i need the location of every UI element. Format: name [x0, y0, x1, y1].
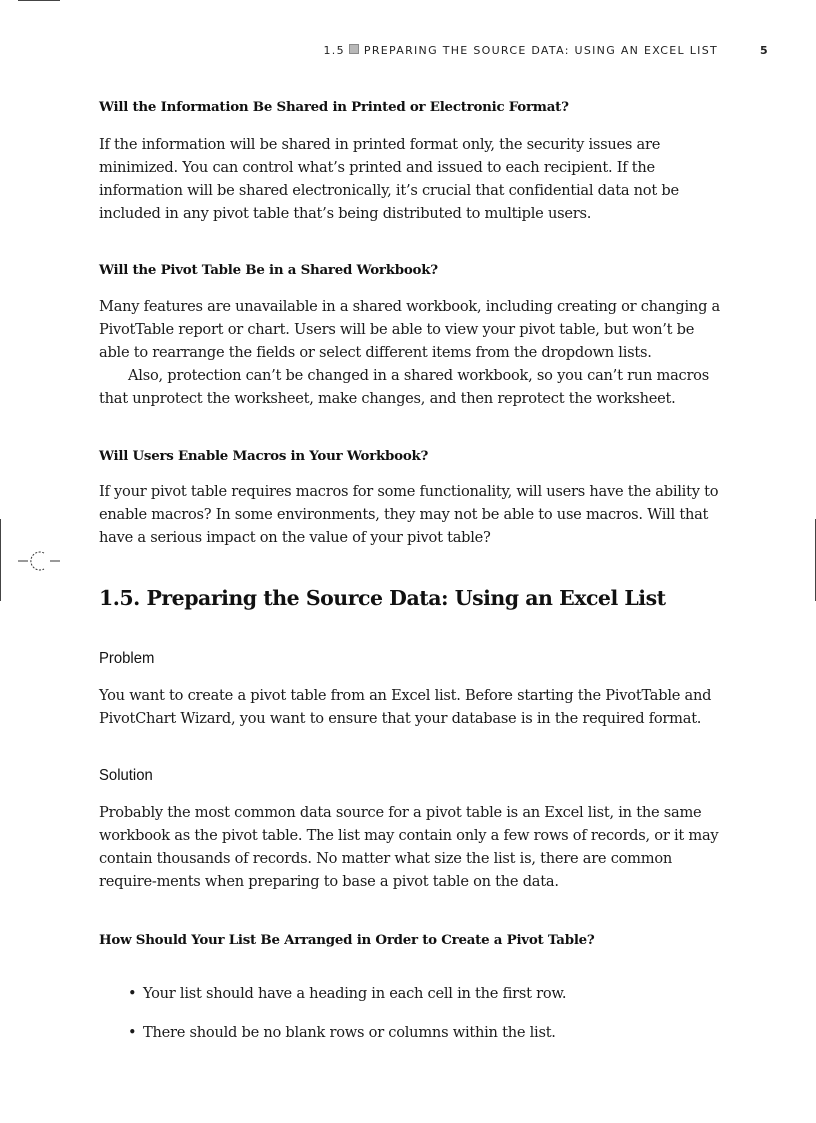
running-header: [300, 44, 718, 57]
bullet-icon: •: [128, 985, 137, 1002]
square-bullet-icon: [349, 44, 359, 54]
list-item: [128, 985, 566, 1002]
crop-mark-left: [0, 519, 1, 601]
bullet-text: There should be no blank rows or columns within the list.: [143, 1024, 556, 1041]
problem-heading: Problem: [99, 650, 155, 667]
list-item: [128, 1024, 556, 1041]
solution-paragraph: Probably the most common data source for a pivot table is an Excel list, in the same workbook as the pivot table. The list may contain only a few rows of records, or it may contain thousands of records. No matter what size the list is, there are common require-ments when preparing to base a pivot table on the data.: [99, 804, 719, 890]
recipe-title: 1.5. Preparing the Source Data: Using an Excel List: [99, 586, 666, 610]
heading-macros: Will Users Enable Macros in Your Workbook?: [99, 448, 429, 464]
page-number: 5: [760, 44, 768, 57]
header-section-number: 1.5: [323, 44, 345, 57]
registration-mark-icon: [18, 549, 60, 573]
heading-list-arrangement: How Should Your List Be Arranged in Order to Create a Pivot Table?: [99, 932, 595, 948]
paragraph-macros: If your pivot table requires macros for some functionality, will users have the ability to enable macros? In some environments, they may not be able to use macros. Will that have a serious impact on the value of your pivot table?: [99, 483, 719, 546]
paragraph-printed-format: If the information will be shared in printed format only, the security issues are minimized. You can control what’s printed and issued to each recipient. If the information will be shared electronically, it’s crucial that confidential data not be included in any pivot table that’s being distributed to multiple users.: [99, 136, 679, 222]
paragraph-shared-workbook-2: Also, protection can’t be changed in a shared workbook, so you can’t run macros that unprotect the worksheet, make changes, and then reprotect the worksheet.: [99, 367, 709, 407]
paragraph-shared-workbook-1: Many features are unavailable in a shared workbook, including creating or changing a PivotTable report or chart. Users will be able to view your pivot table, but won’t be able to rearrange the fields or select different items from the dropdown lists.: [99, 298, 721, 361]
bullet-text: Your list should have a heading in each cell in the first row.: [143, 985, 567, 1002]
bullet-icon: •: [128, 1024, 137, 1041]
problem-paragraph: You want to create a pivot table from an Excel list. Before starting the PivotTable and PivotChart Wizard, you want to ensure that your database is in the required format.: [99, 687, 712, 727]
heading-shared-workbook: Will the Pivot Table Be in a Shared Workbook?: [99, 262, 438, 278]
solution-heading: Solution: [99, 767, 153, 784]
crop-mark-top: [18, 0, 60, 1]
heading-printed-format: Will the Information Be Shared in Printed or Electronic Format?: [99, 99, 569, 115]
header-section-title: PREPARING THE SOURCE DATA: USING AN EXCEL LIST: [363, 44, 718, 57]
